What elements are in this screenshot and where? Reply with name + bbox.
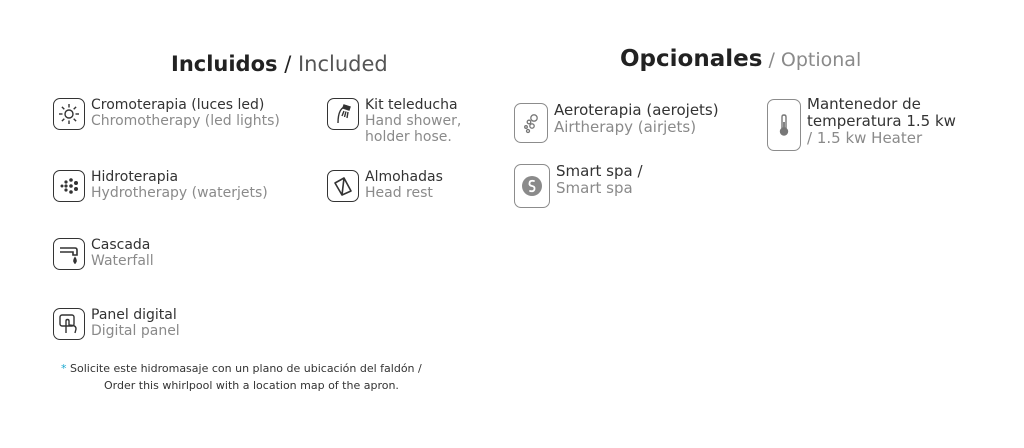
optional-heading — [620, 46, 861, 72]
touch-panel-icon — [53, 308, 85, 340]
included-heading — [171, 52, 388, 76]
feature-digital-panel — [53, 307, 180, 340]
feature-label-es: Panel digital — [91, 307, 177, 323]
feature-label-en-line2: holder hose. — [365, 129, 452, 145]
thermometer-icon — [767, 99, 801, 151]
feature-chromotherapy — [53, 97, 280, 130]
feature-label-es: Almohadas — [365, 169, 443, 185]
feature-label-es: Kit teleducha — [365, 97, 458, 113]
air-bubbles-icon — [514, 103, 548, 143]
water-jets-icon — [53, 170, 85, 202]
feature-hydrotherapy — [53, 169, 268, 202]
feature-label-en: Head rest — [365, 185, 433, 201]
feature-hand-shower — [327, 97, 461, 145]
footnote-asterisk: * — [61, 362, 67, 375]
feature-heater — [767, 96, 956, 151]
feature-airtherapy — [514, 102, 719, 143]
feature-label-es: Aeroterapia (aerojets) — [554, 101, 719, 119]
optional-title-sep: / — [762, 49, 781, 71]
feature-label-en: Smart spa — [556, 179, 633, 197]
feature-label-es: Cascada — [91, 237, 151, 253]
included-title-en: Included — [297, 52, 388, 76]
footnote — [61, 360, 422, 394]
feature-label-en: Chromotherapy (led lights) — [91, 113, 280, 129]
hand-shower-icon — [327, 98, 359, 130]
footnote-line1: Solicite este hidromasaje con un plano de ubicación del faldón / — [66, 362, 422, 375]
feature-label-en: Digital panel — [91, 323, 180, 339]
pillow-icon — [327, 170, 359, 202]
footnote-line2: Order this whirlpool with a location map of the apron. — [104, 379, 399, 392]
sun-icon — [53, 98, 85, 130]
feature-label-en: Waterfall — [91, 253, 154, 269]
feature-smart-spa — [514, 163, 643, 208]
feature-label-en: Hydrotherapy (waterjets) — [91, 185, 268, 201]
feature-label-es-line2: temperatura 1.5 kw — [807, 112, 956, 130]
feature-label-es: Mantenedor de — [807, 95, 921, 113]
included-title-es: Incluidos — [171, 52, 278, 76]
waterfall-icon — [53, 238, 85, 270]
feature-label-en: / 1.5 kw Heater — [807, 129, 923, 147]
optional-title-en: Optional — [780, 49, 862, 71]
optional-title-es: Opcionales — [620, 46, 763, 72]
included-title-sep: / — [277, 52, 298, 76]
feature-waterfall — [53, 237, 154, 270]
feature-label-en: Airtherapy (airjets) — [554, 118, 697, 136]
feature-label-es: Hidroterapia — [91, 169, 179, 185]
feature-label-es: Smart spa / — [556, 162, 643, 180]
feature-label-es: Cromoterapia (luces led) — [91, 97, 265, 113]
feature-label-en: Hand shower, — [365, 113, 462, 129]
feature-head-rest — [327, 169, 443, 202]
smart-spa-icon — [514, 164, 550, 208]
